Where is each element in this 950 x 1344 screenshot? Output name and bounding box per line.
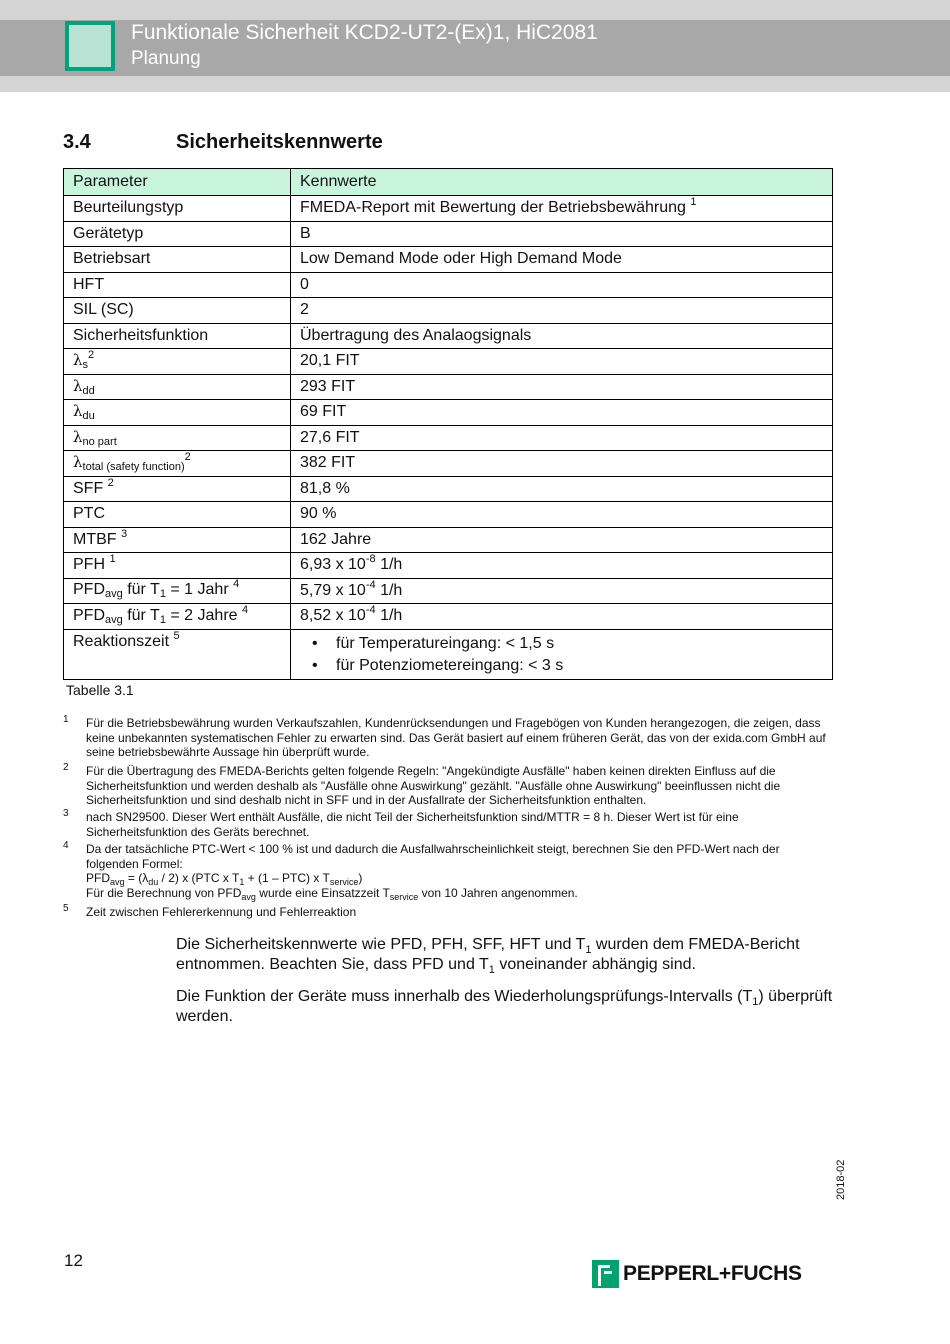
param-name: λ bbox=[73, 453, 83, 472]
table-row bbox=[64, 349, 833, 375]
param-cell bbox=[64, 374, 291, 400]
table-header-row bbox=[64, 169, 833, 196]
param-cell bbox=[64, 604, 291, 630]
param-cell bbox=[64, 272, 291, 298]
param-cell bbox=[64, 349, 291, 375]
brand-name: PEPPERL+FUCHS bbox=[623, 1262, 802, 1285]
table-row bbox=[64, 196, 833, 222]
footnote-extra bbox=[86, 886, 833, 901]
value-text: 27,6 FIT bbox=[300, 428, 360, 446]
table-header-cell: Parameter bbox=[64, 169, 291, 196]
table-row bbox=[64, 400, 833, 426]
value-exponent: -4 bbox=[365, 604, 376, 617]
footnote-text bbox=[86, 764, 833, 808]
page-number: 12 bbox=[64, 1251, 83, 1270]
footnote-ref: 1 bbox=[109, 553, 116, 566]
value-cell bbox=[291, 476, 833, 502]
footnote-number: 3 bbox=[63, 808, 69, 819]
footnote-ref: 2 bbox=[184, 451, 191, 464]
value-cell bbox=[291, 272, 833, 298]
param-cell bbox=[64, 221, 291, 247]
value-text: 0 bbox=[300, 275, 309, 293]
table-caption: Tabelle 3.1 bbox=[66, 682, 134, 698]
param-cell bbox=[64, 196, 291, 222]
table-row bbox=[64, 629, 833, 679]
edition-date: 2018-02 bbox=[835, 1159, 847, 1200]
param-subscript: no part bbox=[82, 435, 117, 448]
value-cell bbox=[291, 298, 833, 324]
value-unit: 1/h bbox=[380, 556, 403, 574]
value-cell bbox=[291, 196, 833, 222]
bullet-item: • für Temperatureingang: < 1,5 s bbox=[312, 633, 823, 655]
param-name: λ bbox=[73, 351, 83, 370]
param-cell bbox=[64, 323, 291, 349]
formula-part: PFD bbox=[86, 871, 110, 886]
footnote-text bbox=[86, 716, 833, 760]
formula-part: = (λ bbox=[124, 871, 149, 886]
value-text: FMEDA-Report mit Bewertung der Betriebsbewährung bbox=[300, 199, 686, 217]
param-name: PFD bbox=[73, 606, 105, 624]
footnote-body: nach SN29500. Dieser Wert enthält Ausfälle, die nicht Teil der Sicherheitsfunktion sind/MTTR = 8 h. Dieser Wert ist für eine Sicherheitsfunktion des Geräts berechnet. bbox=[86, 810, 739, 839]
footnote bbox=[63, 716, 833, 760]
param-subscript: avg bbox=[105, 613, 123, 626]
value-cell bbox=[291, 323, 833, 349]
table-row bbox=[64, 553, 833, 579]
param-subscript: s bbox=[82, 359, 89, 372]
param-cell bbox=[64, 298, 291, 324]
param-name: λ bbox=[73, 427, 83, 446]
value-cell bbox=[291, 374, 833, 400]
page-header bbox=[0, 0, 950, 92]
param-name: Gerätetyp bbox=[73, 224, 144, 242]
param-cell bbox=[64, 527, 291, 553]
table-row bbox=[64, 476, 833, 502]
footnote-body: Da der tatsächliche PTC-Wert < 100 % ist und dadurch die Ausfallwahrscheinlichkeit steigt, berechnen Sie den PFD-Wert nach der folgenden Formel: bbox=[86, 842, 780, 871]
footnote-number: 2 bbox=[63, 762, 69, 773]
param-tail: = 2 Jahre bbox=[170, 606, 238, 624]
formula-sub: avg bbox=[110, 877, 125, 888]
param-name: Beurteilungstyp bbox=[73, 199, 184, 217]
footnote bbox=[63, 905, 833, 920]
value-cell bbox=[291, 502, 833, 528]
param-name: SIL (SC) bbox=[73, 301, 134, 319]
footnote-text bbox=[86, 905, 833, 920]
param-rest: für T bbox=[127, 581, 160, 599]
table-row bbox=[64, 604, 833, 630]
value-exponent: -8 bbox=[365, 553, 376, 566]
footnote-text bbox=[86, 810, 833, 839]
value-text: 90 % bbox=[300, 505, 337, 523]
footnote-body: Für die Übertragung des FMEDA-Berichts gelten folgende Regeln: "Angekündigte Ausfälle" haben keinen direkten Einfluss auf die Sicherheitsfunktion und werden deshalb als "Ausfälle ohne Auswirkung" gezählt. "Ausfälle ohne Auswirkung" beeinflussen nicht die Sicherheitsfunktion und sind deshalb nicht in SFF und in der Ausfallrate der Sicherheitsfunktion enthalten. bbox=[86, 764, 781, 808]
footnote-ref: 2 bbox=[88, 349, 95, 362]
table-row bbox=[64, 374, 833, 400]
section-title: Sicherheitskennwerte bbox=[176, 131, 383, 153]
param-cell bbox=[64, 553, 291, 579]
param-rest-subscript: 1 bbox=[159, 588, 166, 601]
safety-values-table bbox=[63, 168, 833, 680]
value-unit: 1/h bbox=[380, 581, 403, 599]
param-name: λ bbox=[73, 376, 83, 395]
param-name: Sicherheitsfunktion bbox=[73, 326, 209, 344]
extra-sub: avg bbox=[241, 891, 256, 902]
formula-part: / 2) x (PTC x T bbox=[158, 871, 240, 886]
table-row bbox=[64, 425, 833, 451]
param-subscript: dd bbox=[82, 384, 95, 397]
value-cell bbox=[291, 604, 833, 630]
param-cell bbox=[64, 247, 291, 273]
param-cell bbox=[64, 451, 291, 477]
value-cell bbox=[291, 553, 833, 579]
footnote bbox=[63, 810, 833, 839]
value-text: Low Demand Mode oder High Demand Mode bbox=[300, 250, 622, 268]
value-cell bbox=[291, 451, 833, 477]
value-cell bbox=[291, 425, 833, 451]
extra-sub: service bbox=[389, 891, 419, 902]
param-name: PFH bbox=[73, 556, 105, 574]
extra-part: von 10 Jahren angenommen. bbox=[418, 885, 578, 900]
value-cell bbox=[291, 221, 833, 247]
param-cell bbox=[64, 502, 291, 528]
paragraph-2: Die Funktion der Geräte muss innerhalb des Wiederholungsprüfungs-Intervalls $(T_1)$ überprüft werden. bbox=[176, 988, 833, 1025]
param-name: HFT bbox=[73, 275, 105, 293]
param-subscript: avg bbox=[105, 588, 123, 601]
header-logo-square bbox=[65, 21, 115, 71]
param-subscript: total (safety function) bbox=[82, 461, 185, 474]
section-number: 3.4 bbox=[63, 131, 91, 153]
value-text: 6,93 x 10 bbox=[300, 556, 366, 574]
footnote-ref: 5 bbox=[173, 629, 180, 642]
extra-part: Für die Berechnung von PFD bbox=[86, 885, 242, 900]
header-title: Funktionale Sicherheit KCD2-UT2-(Ex)1, HiC2081 bbox=[131, 21, 598, 44]
extra-part: wurde eine Einsatzzeit T bbox=[255, 885, 390, 900]
param-cell bbox=[64, 400, 291, 426]
formula-sub: 1 bbox=[239, 877, 245, 888]
value-text: 81,8 % bbox=[300, 479, 350, 497]
table-row bbox=[64, 298, 833, 324]
table-row bbox=[64, 578, 833, 604]
table-row bbox=[64, 323, 833, 349]
value-unit: 1/h bbox=[380, 607, 403, 625]
paragraph-1: Die Sicherheitskennwerte wie PFD, PFH, SFF, HFT und $T_1$ wurden dem FMEDA-Bericht entnommen. Beachten Sie, dass PFD und $T_1$ voneinander abhängig sind. bbox=[176, 936, 800, 976]
value-cell bbox=[291, 247, 833, 273]
formula-part: ) bbox=[358, 871, 363, 886]
footnote-body: Zeit zwischen Fehlererkennung und Fehlerreaktion bbox=[86, 905, 357, 919]
param-cell bbox=[64, 425, 291, 451]
formula-sub: du bbox=[148, 877, 159, 888]
formula-part: + (1 – PTC) x T bbox=[244, 871, 330, 886]
bullet-item: • für Potenziometereingang: < 3 s bbox=[312, 655, 823, 677]
formula bbox=[86, 871, 833, 886]
table-header-cell: Kennwerte bbox=[291, 169, 833, 196]
param-name: PFD bbox=[73, 581, 105, 599]
param-cell bbox=[64, 476, 291, 502]
value-cell bbox=[291, 527, 833, 553]
footnote-text bbox=[86, 842, 833, 900]
table-row bbox=[64, 247, 833, 273]
param-subscript: du bbox=[82, 410, 95, 423]
table-row bbox=[64, 221, 833, 247]
value-bullets bbox=[300, 633, 823, 677]
table-row bbox=[64, 502, 833, 528]
formula-sub: service bbox=[329, 877, 359, 888]
value-text: 2 bbox=[300, 301, 309, 319]
param-name: λ bbox=[73, 402, 83, 421]
footnote-body: Für die Betriebsbewährung wurden Verkaufszahlen, Kundenrücksendungen und Fragebögen von Kunden herangezogen, die zeigen, dass keine unbekannten systematischen Fehler zu erwarten sind. Das Gerät basiert auf einem früheren Gerät, das von der exida.com GmbH auf seine betriebsbewährte Aussage hin überprüft wurde. bbox=[86, 716, 826, 760]
footnote-number: 4 bbox=[63, 840, 69, 851]
brand-logo bbox=[592, 1259, 802, 1289]
header-subtitle: Planung bbox=[131, 48, 201, 69]
value-text: 5,79 x 10 bbox=[300, 581, 366, 599]
value-exponent: -4 bbox=[365, 578, 376, 591]
param-rest: für T bbox=[127, 606, 160, 624]
table-row bbox=[64, 451, 833, 477]
pf-logo-icon bbox=[592, 1260, 619, 1288]
footnote-ref: 3 bbox=[121, 527, 128, 540]
param-cell bbox=[64, 629, 291, 679]
value-text: Übertragung des Analaogsignals bbox=[300, 326, 532, 344]
value-text: 69 FIT bbox=[300, 403, 347, 421]
table-row bbox=[64, 272, 833, 298]
value-cell bbox=[291, 349, 833, 375]
param-cell bbox=[64, 578, 291, 604]
param-name: PTC bbox=[73, 505, 105, 523]
value-text: 20,1 FIT bbox=[300, 352, 360, 370]
footnote-ref: 4 bbox=[242, 603, 249, 616]
param-name: Betriebsart bbox=[73, 250, 151, 268]
footnote bbox=[63, 842, 833, 900]
value-cell bbox=[291, 578, 833, 604]
footnote-number: 5 bbox=[63, 903, 69, 914]
value-text: 382 FIT bbox=[300, 454, 356, 472]
param-name: SFF bbox=[73, 479, 104, 497]
footnote-ref: 4 bbox=[233, 578, 240, 591]
value-text: B bbox=[300, 224, 311, 242]
table-row bbox=[64, 527, 833, 553]
param-rest-subscript: 1 bbox=[159, 613, 166, 626]
footnote bbox=[63, 764, 833, 808]
footnote-number: 1 bbox=[63, 714, 69, 725]
value-text: 293 FIT bbox=[300, 377, 356, 395]
value-text: 8,52 x 10 bbox=[300, 607, 366, 625]
param-name: Reaktionszeit bbox=[73, 632, 170, 650]
param-name: MTBF bbox=[73, 530, 117, 548]
value-text: 162 Jahre bbox=[300, 530, 372, 548]
footnote-ref: 1 bbox=[690, 196, 697, 209]
value-cell bbox=[291, 400, 833, 426]
value-cell bbox=[291, 629, 833, 679]
param-tail: = 1 Jahr bbox=[170, 581, 229, 599]
footnote-ref: 2 bbox=[107, 476, 114, 489]
